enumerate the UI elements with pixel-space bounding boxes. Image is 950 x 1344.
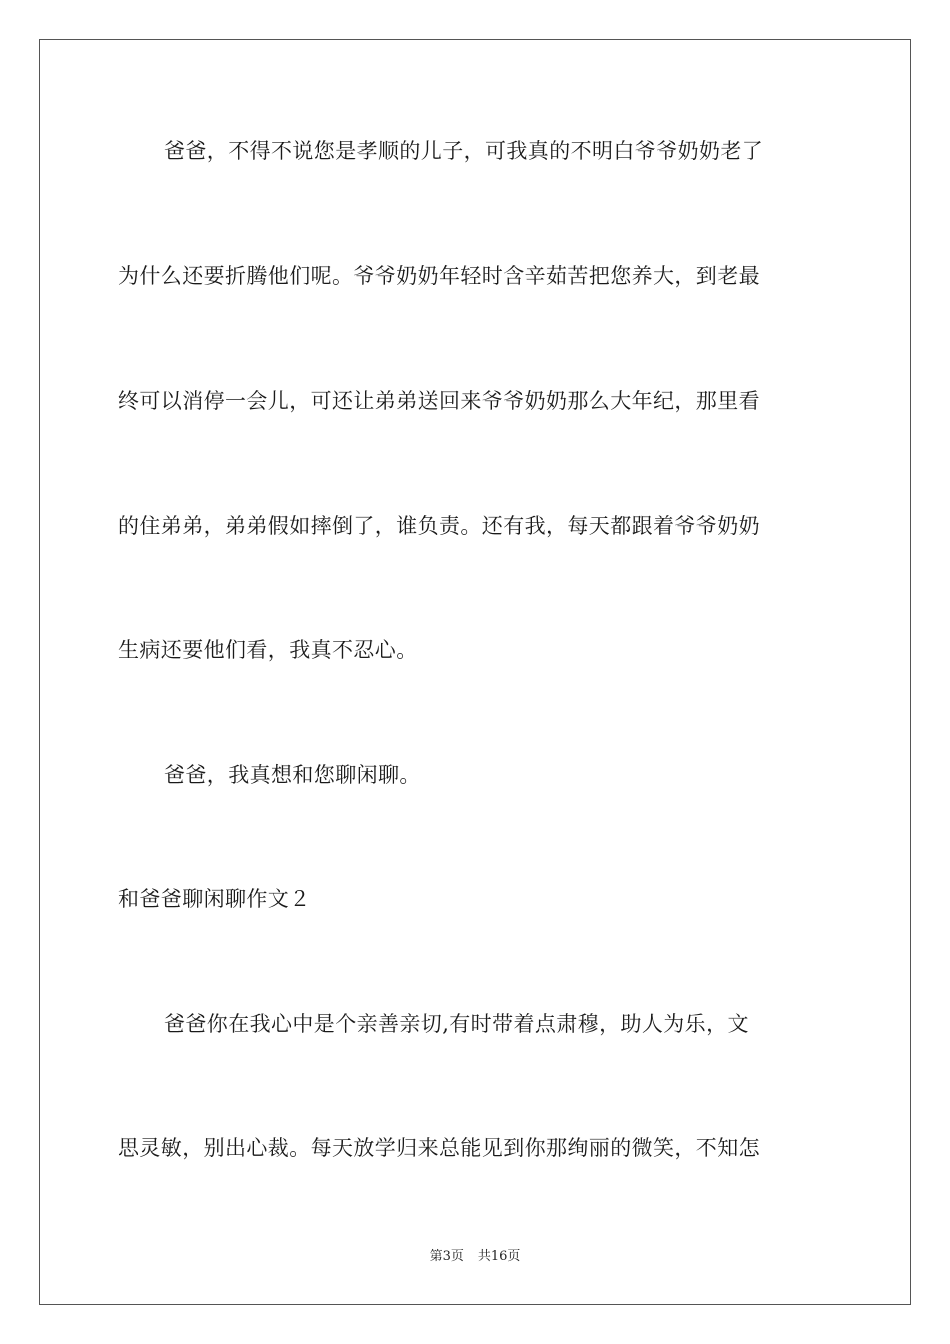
page-number: 第3页 [429, 1249, 464, 1264]
section-heading: 和爸爸聊闲聊作文２ [118, 887, 311, 911]
paragraph-line: 爸爸，我真想和您聊闲聊。 [164, 763, 421, 787]
paragraph-line: 思灵敏，别出心裁。每天放学归来总能见到你那绚丽的微笑，不知怎 [118, 1136, 760, 1160]
paragraph-line: 的住弟弟，弟弟假如摔倒了，谁负责。还有我，每天都跟着爷爷奶奶 [118, 514, 760, 538]
paragraph-line: 爸爸，不得不说您是孝顺的儿子，可我真的不明白爷爷奶奶老了 [164, 139, 764, 163]
page-footer [0, 1248, 950, 1266]
page-border [39, 39, 911, 1305]
page-total: 共16页 [477, 1249, 521, 1264]
paragraph-line: 生病还要他们看，我真不忍心。 [118, 638, 418, 662]
paragraph-line: 为什么还要折腾他们呢。爷爷奶奶年轻时含辛茹苦把您养大，到老最 [118, 264, 760, 288]
paragraph-line: 终可以消停一会儿，可还让弟弟送回来爷爷奶奶那么大年纪，那里看 [118, 389, 760, 413]
paragraph-line: 爸爸你在我心中是个亲善亲切,有时带着点肃穆，助人为乐，文 [164, 1012, 749, 1036]
